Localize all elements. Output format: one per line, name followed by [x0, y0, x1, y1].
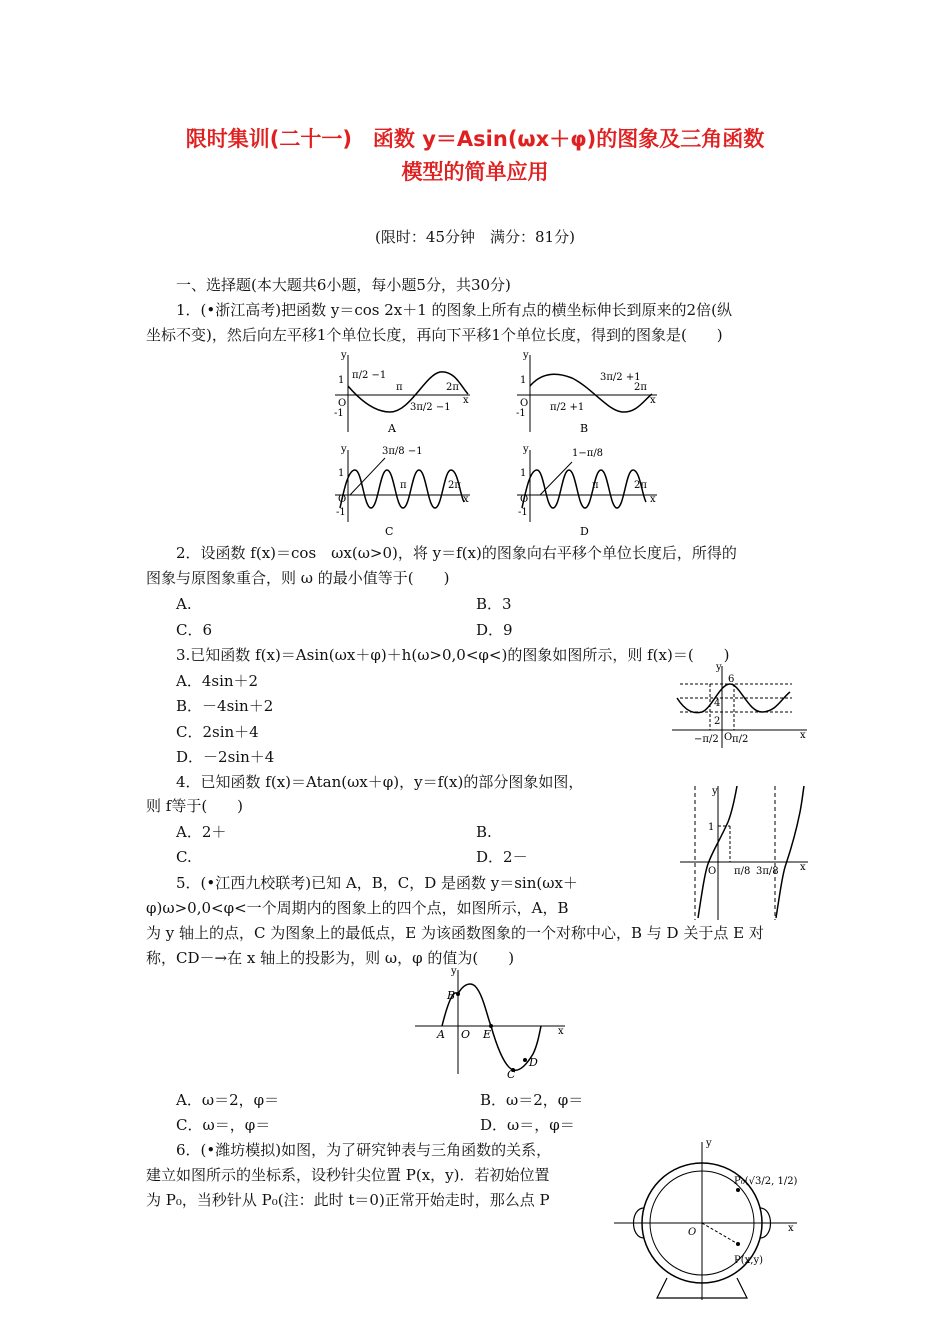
- y-label: y: [341, 444, 347, 455]
- q6-line-1: 6．(•潍坊模拟)如图，为了研究钟表与三角函数的关系，: [176, 1141, 552, 1159]
- q6-line-2: 建立如图所示的坐标系，设秒针尖位置 P(x，y)．若初始位置: [146, 1166, 550, 1184]
- q1-line-2: 坐标不变)，然后向左平移1个单位长度，再向下平移1个单位长度，得到的图象是( ): [146, 326, 723, 344]
- q4-option-d: D．2－: [476, 848, 528, 866]
- ann-3pi8-minus1: 3π/8 −1: [382, 446, 423, 457]
- label-p0: P₀(√3/2, 1/2): [734, 1176, 798, 1187]
- origin-label: O: [338, 398, 347, 409]
- x-label: x: [463, 494, 469, 505]
- q6-line-3: 为 P₀，当秒针从 P₀(注：此时 t＝0)正常开始走时，那么点 P: [146, 1191, 550, 1209]
- ann-1-minus-pi8: 1−π/8: [572, 448, 604, 459]
- q2-option-a: A.: [176, 595, 192, 613]
- ann-2pi: 2π: [634, 480, 647, 491]
- origin-label: O: [688, 1227, 697, 1238]
- y-label: y: [712, 786, 718, 797]
- section-heading: 一、选择题(本大题共6小题，每小题5分，共30分): [176, 276, 511, 294]
- label-c: C: [507, 1068, 516, 1081]
- caption: A: [388, 422, 396, 435]
- tick-4: 4: [714, 698, 721, 709]
- tick-1: 1: [520, 468, 527, 479]
- tick-1: 1: [338, 468, 345, 479]
- origin-label: O: [520, 494, 529, 505]
- q3-option-c: C．2sin＋4: [176, 723, 259, 741]
- leader-line: [540, 462, 572, 495]
- tick-2: 2: [714, 716, 721, 727]
- tick-1: 1: [338, 375, 345, 386]
- tick-3pi8: 3π/8: [756, 866, 779, 877]
- q4-option-c: C.: [176, 848, 192, 866]
- q5-line-3: 为 y 轴上的点，C 为图象上的最低点，E 为该函数图象的一个对称中心，B 与 D 关于点 E 对: [146, 924, 764, 942]
- curve: [677, 684, 790, 713]
- y-label: y: [716, 662, 722, 673]
- ann-pi: π: [400, 480, 407, 491]
- ann-2pi: 2π: [446, 382, 459, 393]
- x-label: x: [650, 395, 656, 406]
- q2-option-d: D．9: [476, 621, 513, 639]
- point-p: [736, 1242, 740, 1246]
- title-line-2: 模型的简单应用: [401, 160, 549, 184]
- q3-option-d: D．－2sin＋4: [176, 748, 275, 766]
- tick-pi2: π/2: [732, 734, 749, 745]
- tick-1: 1: [708, 822, 715, 833]
- q5-line-2: φ)ω>0,0<φ<一个周期内的图象上的四个点，如图所示，A，B: [146, 899, 569, 917]
- label-b: B: [447, 989, 456, 1002]
- leader-line: [350, 458, 385, 495]
- q6-clock-graph: [612, 1138, 802, 1303]
- y-label: y: [523, 350, 529, 361]
- x-label: x: [558, 1026, 564, 1037]
- q2-line-1: 2．设函数 f(x)＝cos ωx(ω>0)，将 y＝f(x)的图象向右平移个单位长度后，所得的: [176, 544, 737, 562]
- q2-option-b: B．3: [476, 595, 512, 613]
- q5-option-b: B．ω＝2，φ＝: [480, 1091, 584, 1109]
- q3-line-1: 3.已知函数 f(x)＝Asin(ωx＋φ)＋h(ω>0,0<φ<)的图象如图所示，则 f(x)＝( ): [176, 646, 730, 664]
- y-label: y: [706, 1138, 712, 1149]
- q2-line-2: 图象与原图象重合，则 ω 的最小值等于( ): [146, 569, 450, 587]
- label-o: O: [461, 1028, 471, 1041]
- tick-neg1: -1: [516, 408, 526, 419]
- q4-line-1: 4．已知函数 f(x)＝Atan(ωx＋φ)，y＝f(x)的部分图象如图，: [176, 773, 584, 791]
- x-label: x: [788, 1223, 794, 1234]
- ann-2pi: 2π: [634, 382, 647, 393]
- curve-2: [776, 786, 804, 918]
- tick-1: 1: [520, 375, 527, 386]
- x-label: x: [800, 730, 806, 741]
- q3-graph: [672, 662, 812, 752]
- time-score-meta: (限时：45分钟 满分：81分): [375, 228, 575, 246]
- x-label: x: [800, 862, 806, 873]
- caption: D: [580, 525, 589, 538]
- ann-3pi2-plus1: 3π/2 +1: [600, 372, 641, 383]
- label-a: A: [437, 1028, 445, 1041]
- ann-pi: π: [396, 382, 403, 393]
- label-e: E: [483, 1028, 492, 1041]
- q5-option-a: A．ω＝2，φ＝: [176, 1091, 280, 1109]
- y-label: y: [341, 350, 347, 361]
- q5-option-d: D．ω＝，φ＝: [480, 1116, 575, 1134]
- q4-option-b: B.: [476, 823, 492, 841]
- ann-pi2-plus1: π/2 +1: [550, 402, 585, 413]
- q5-line-4: 称，CD－→在 x 轴上的投影为，则 ω，φ 的值为( ): [146, 949, 515, 967]
- ann-2pi: 2π: [448, 480, 461, 491]
- title-line-1: 限时集训(二十一) 函数 y＝Asin(ωx＋φ)的图象及三角函数: [185, 127, 765, 151]
- q1-line-1: 1．(•浙江高考)把函数 y＝cos 2x＋1 的图象上所有点的横坐标伸长到原来的2倍(纵: [176, 301, 732, 319]
- caption: B: [580, 422, 589, 435]
- q2-option-c: C．6: [176, 621, 213, 639]
- q1-graph-a: [330, 350, 475, 435]
- q5-line-1: 5．(•江西九校联考)已知 A，B，C，D 是函数 y＝sin(ωx＋: [176, 874, 578, 892]
- y-label: y: [523, 444, 529, 455]
- x-label: x: [463, 395, 469, 406]
- ann-pi2-minus1: π/2 −1: [352, 370, 387, 381]
- q1-graph-c: [330, 440, 475, 540]
- tick-neg-pi2: −π/2: [694, 734, 719, 745]
- q1-graph-d: [512, 440, 662, 540]
- ann-3pi2-minus1: 3π/2 −1: [410, 402, 451, 413]
- point-p0: [736, 1188, 740, 1192]
- q3-option-a: A．4sin＋2: [176, 672, 259, 690]
- second-hand: [702, 1223, 738, 1244]
- ann-pi: π: [592, 480, 599, 491]
- q4-option-a: A．2＋: [176, 823, 227, 841]
- tick-pi8: π/8: [734, 866, 751, 877]
- origin-label: O: [724, 732, 733, 743]
- tick-neg1: -1: [334, 408, 344, 419]
- q4-line-2: 则 f等于( ): [146, 797, 244, 815]
- y-label: y: [451, 966, 457, 977]
- q1-graph-b: [512, 350, 662, 435]
- curve: [522, 470, 646, 508]
- q5-option-c: C．ω＝，φ＝: [176, 1116, 271, 1134]
- tick-neg1: -1: [336, 507, 346, 518]
- q3-option-b: B．－4sin＋2: [176, 697, 274, 715]
- origin-label: O: [708, 866, 717, 877]
- q5-graph: [415, 966, 575, 1081]
- caption: C: [385, 525, 394, 538]
- point-b: [456, 992, 460, 996]
- tick-neg1: -1: [518, 507, 528, 518]
- tick-6: 6: [728, 674, 735, 685]
- x-label: x: [650, 494, 656, 505]
- label-d: D: [529, 1056, 538, 1069]
- origin-label: O: [520, 398, 529, 409]
- point-d: [523, 1058, 527, 1062]
- origin-label: O: [338, 494, 347, 505]
- label-p: P(x,y): [734, 1255, 763, 1266]
- q4-graph: [680, 782, 810, 922]
